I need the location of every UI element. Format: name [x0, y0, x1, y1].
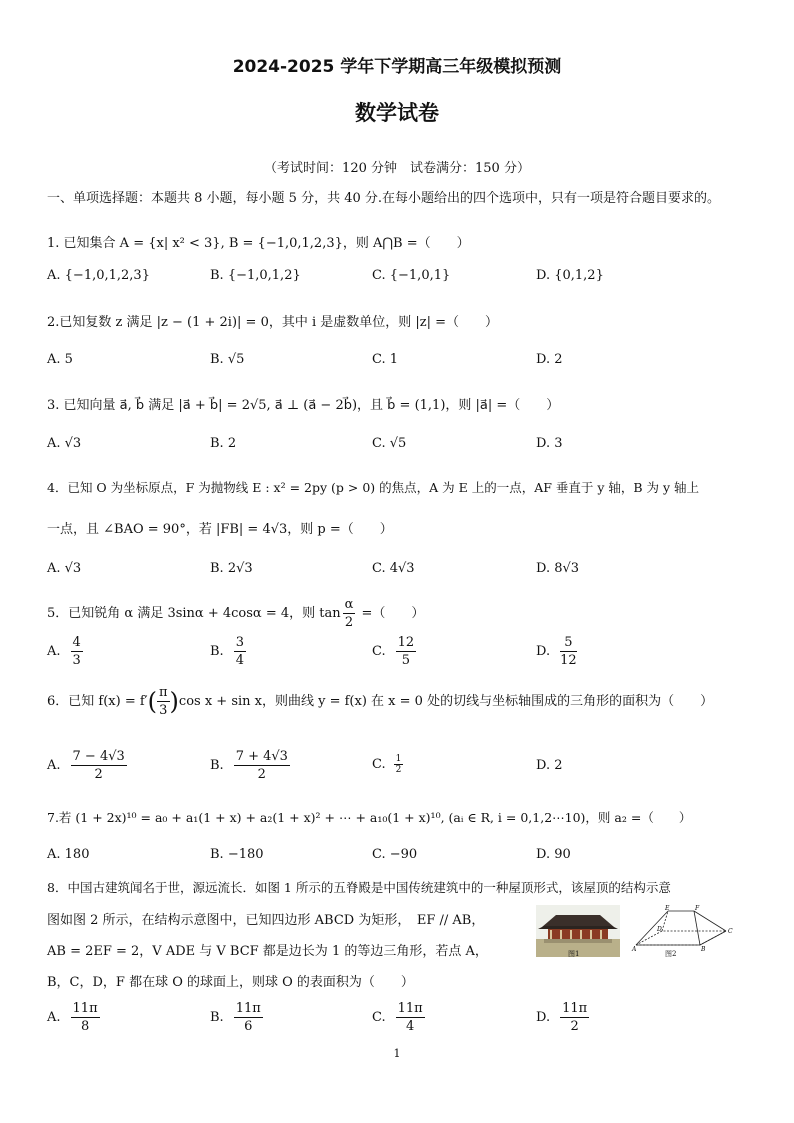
q5-option-b[interactable]: [210, 634, 248, 669]
q6-c-den: 2: [395, 765, 402, 775]
q6-option-c-frac: [394, 754, 404, 775]
q8-option-b-label: B.: [210, 1010, 224, 1025]
question-8-line2: 图如图 2 所示，在结构示意图中，已知四边形 ABCD 为矩形， EF // AB，: [47, 913, 485, 928]
q4-option-d[interactable]: D. 8√3: [536, 561, 580, 576]
q6-frac-num: π: [159, 685, 168, 700]
q1-option-c[interactable]: C. {−1,0,1}: [372, 268, 451, 283]
q5-a-num: 4: [72, 635, 81, 650]
q8-b-den: 6: [244, 1019, 253, 1034]
q8-option-b[interactable]: [210, 1000, 265, 1035]
question-3-stem: 3. 已知向量 a⃗, b⃗ 满足 |a⃗ + b⃗| = 2√5, a⃗ ⊥ (a⃗ − 2b⃗)，且 b⃗ = (1,1)，则 |a⃗| =（ ）: [47, 398, 560, 413]
q5-option-c[interactable]: [372, 634, 418, 669]
q5-c-den: 5: [401, 653, 411, 668]
point-f-label: F: [695, 905, 700, 912]
q6-option-b-frac: [234, 748, 290, 783]
q6-c-num: 1: [395, 754, 402, 764]
q5-d-den: 12: [560, 653, 577, 668]
question-8-line1: 8．中国古建筑闻名于世，源远流长．如图 1 所示的五脊殿是中国传统建筑中的一种屋顶形式，该屋顶的结构示意: [47, 880, 671, 895]
question-8-line4: B，C，D，F 都在球 O 的球面上，则球 O 的表面积为（ ）: [47, 975, 414, 990]
q6-right-paren: ): [169, 687, 179, 716]
q5-frac-den: 2: [344, 615, 354, 630]
question-4-stem-line1: 4．已知 O 为坐标原点，F 为抛物线 E : x² = 2py (p > 0) 的焦点，A 为 E 上的一点，AF 垂直于 y 轴，B 为 y 轴上: [47, 480, 700, 495]
q6-stem-post: cos x + sin x，则曲线 y = f(x) 在 x = 0 处的切线与坐标轴围成的三角形的面积为（ ）: [178, 694, 714, 709]
q4-option-c[interactable]: C. 4√3: [372, 561, 415, 576]
q1-option-d[interactable]: D. {0,1,2}: [536, 268, 604, 283]
q5-option-b-label: B.: [210, 644, 224, 659]
q8-option-d-frac: [560, 1000, 589, 1035]
q8-option-a-label: A.: [47, 1010, 61, 1025]
point-b-label: B: [701, 946, 706, 953]
roof-structure-diagram: [630, 905, 740, 957]
q6-frac-den: 3: [159, 703, 168, 718]
q3-option-d[interactable]: D. 3: [536, 436, 563, 451]
q7-option-c[interactable]: C. −90: [372, 847, 418, 862]
q8-option-c[interactable]: [372, 1000, 427, 1035]
q5-stem-pre: 5．已知锐角 α 满足 3sinα + 4cosα = 4，则 tan: [47, 606, 341, 621]
q6-option-c[interactable]: [372, 754, 405, 775]
q6-option-c-label: C.: [372, 757, 386, 772]
q8-a-num: 11π: [72, 1001, 98, 1016]
point-a-label: A: [632, 946, 637, 953]
q6-stem-pre: 6．已知 f(x) = f′: [47, 694, 148, 709]
q8-option-b-frac: [234, 1000, 263, 1035]
q2-option-a[interactable]: A. 5: [47, 352, 73, 367]
q7-option-a[interactable]: A. 180: [47, 847, 90, 862]
q5-option-a[interactable]: [47, 634, 85, 669]
q5-d-num: 5: [560, 634, 577, 652]
question-7-stem: 7.若 (1 + 2x)¹⁰ = a₀ + a₁(1 + x) + a₂(1 + x)² + ⋯ + a₁₀(1 + x)¹⁰, (aᵢ ∈ R, i = 0,1,2⋯10)，则 a₂ =（ ）: [47, 810, 692, 825]
q5-option-c-label: C.: [372, 644, 386, 659]
q8-option-c-frac: [396, 1000, 425, 1035]
q2-option-b[interactable]: B. √5: [210, 352, 245, 367]
q6-stem-fraction: [157, 684, 170, 719]
q5-stem-fraction: [343, 596, 356, 631]
figure-1-label: 图1: [568, 950, 580, 958]
q5-b-num: 3: [235, 635, 244, 650]
question-2-stem: 2.已知复数 z 满足 |z − (1 + 2i)| = 0，其中 i 是虚数单位，则 |z| =（ ）: [47, 315, 499, 330]
q8-option-c-label: C.: [372, 1010, 386, 1025]
q8-b-num: 11π: [235, 1001, 261, 1016]
q1-option-a[interactable]: A. {−1,0,1,2,3}: [47, 268, 150, 283]
q8-a-den: 8: [80, 1019, 90, 1034]
section-heading: 一、单项选择题：本题共 8 小题，每小题 5 分，共 40 分.在每小题给出的四个选项中，只有一项是符合题目要求的。: [47, 191, 721, 206]
question-1-stem: 1. 已知集合 A = {x| x² < 3}, B = {−1,0,1,2,3}，则 A⋂B =（ ）: [47, 236, 470, 251]
exam-title: 2024-2025 学年下学期高三年级模拟预测: [232, 57, 562, 77]
figure-1: [536, 905, 620, 957]
question-5-stem: [47, 596, 424, 631]
q8-d-num: 11π: [562, 1001, 588, 1016]
q6-option-a[interactable]: [47, 748, 129, 783]
q1-option-b[interactable]: B. {−1,0,1,2}: [210, 268, 301, 283]
q5-option-d-frac: [560, 634, 577, 669]
q3-option-c[interactable]: C. √5: [372, 436, 407, 451]
q3-option-b[interactable]: B. 2: [210, 436, 237, 451]
q7-option-b[interactable]: B. −180: [210, 847, 264, 862]
figure-2-label: 图2: [665, 950, 677, 958]
q8-option-a[interactable]: [47, 1000, 102, 1035]
q6-b-num: 7 + 4√3: [235, 749, 288, 764]
q4-option-b[interactable]: B. 2√3: [210, 561, 253, 576]
q6-b-den: 2: [257, 767, 266, 782]
q5-c-num: 12: [397, 635, 415, 650]
q5-b-den: 4: [235, 653, 244, 668]
q8-option-d[interactable]: [536, 1000, 591, 1035]
page-number: 1: [393, 1047, 401, 1060]
q6-a-den: 2: [94, 767, 103, 782]
point-d-label: D: [657, 926, 662, 933]
question-8-line3: AB = 2EF = 2，V ADE 与 V BCF 都是边长为 1 的等边三角形，若点 A，: [47, 944, 488, 959]
q6-a-num: 7 − 4√3: [72, 749, 125, 764]
q5-option-d-label: D.: [536, 644, 551, 659]
q5-option-a-frac: [71, 634, 83, 669]
exam-subject: 数学试卷: [355, 101, 439, 125]
q4-option-a[interactable]: A. √3: [47, 561, 82, 576]
q5-a-den: 3: [72, 653, 81, 668]
q8-option-a-frac: [71, 1000, 100, 1035]
q3-option-a[interactable]: A. √3: [47, 436, 82, 451]
figure-2: [630, 905, 740, 957]
q8-d-den: 2: [570, 1019, 579, 1034]
q6-option-b[interactable]: [210, 748, 292, 783]
question-4-stem-line2: 一点，且 ∠BAO = 90°，若 |FB| = 4√3，则 p =（ ）: [47, 522, 393, 537]
q6-option-a-frac: [71, 748, 127, 783]
question-6-stem: [47, 684, 713, 719]
q8-c-num: 11π: [397, 1001, 423, 1016]
q5-option-b-frac: [234, 634, 246, 669]
q5-option-d[interactable]: [536, 634, 579, 669]
q8-c-den: 4: [406, 1019, 415, 1034]
q6-option-b-label: B.: [210, 758, 224, 773]
q6-left-paren: (: [147, 687, 157, 716]
q2-option-d[interactable]: D. 2: [536, 352, 563, 367]
q6-option-d[interactable]: D. 2: [536, 758, 563, 773]
point-e-label: E: [665, 905, 670, 912]
exam-info: （考试时间：120 分钟 试卷满分：150 分）: [264, 161, 530, 176]
q5-stem-post: =（ ）: [357, 606, 425, 621]
q5-option-c-frac: [396, 634, 417, 669]
q5-option-a-label: A.: [47, 644, 61, 659]
q6-option-a-label: A.: [47, 758, 61, 773]
point-c-label: C: [728, 928, 733, 935]
q7-option-d[interactable]: D. 90: [536, 847, 571, 862]
q5-frac-num: α: [344, 597, 354, 612]
q8-option-d-label: D.: [536, 1010, 551, 1025]
q2-option-c[interactable]: C. 1: [372, 352, 399, 367]
